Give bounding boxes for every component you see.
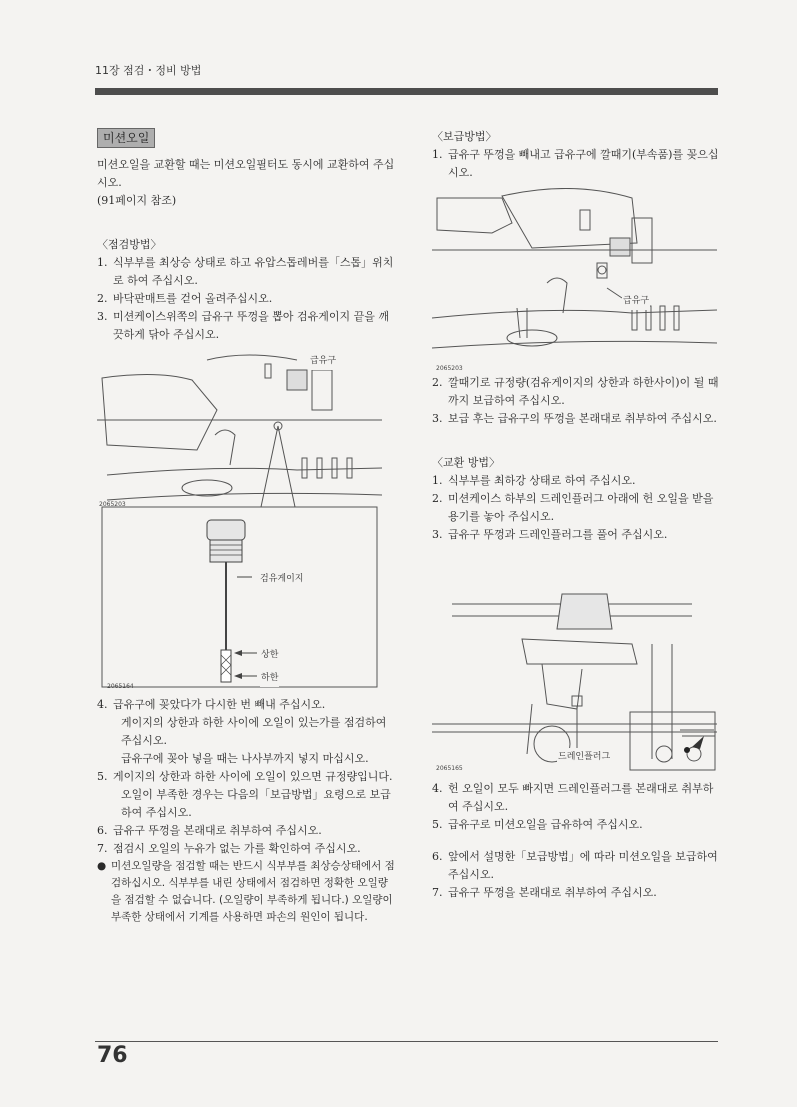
- list-item: 6. 앞에서 설명한「보급방법」에 따라 미션오일을 보급하여 주십시오.: [432, 850, 718, 881]
- supply-heading: 〈보급방법〉: [432, 130, 497, 143]
- inspect-heading: 〈점검방법〉: [97, 238, 162, 251]
- list-item: 7. 급유구 뚜껑을 본래대로 취부하여 주십시오.: [432, 886, 657, 899]
- list-item: 2. 깔때기로 규정량(검유게이지의 상한과 하한사이)이 될 때까지 보급하여 주십시오.: [432, 376, 719, 407]
- list-item: 1. 식부부를 최하강 상태로 하여 주십시오.: [432, 474, 636, 487]
- inspect-steps-b: [97, 696, 397, 858]
- label-dipstick: 검유게이지: [259, 570, 304, 588]
- list-item: 5. 급유구로 미션오일을 급유하여 주십시오.: [432, 818, 643, 831]
- sub-text: 급유구에 꽂아 넣을 때는 나사부까지 넣지 마십시오.: [121, 752, 369, 765]
- sub-text: 게이지의 상한과 하한 사이에 오일이 있는가를 점검하여 주십시오.: [121, 716, 387, 747]
- list-item: 3. 보급 후는 급유구의 뚜껑을 본래대로 취부하여 주십시오.: [432, 412, 717, 425]
- funnel-illustration: [432, 188, 717, 368]
- label-upper-limit: 상한: [260, 646, 279, 664]
- inspect-steps-a: [97, 254, 397, 344]
- caution-note: ● 미션오일량을 점검할 때는 반드시 식부부를 최상승상태에서 점검하십시오. 식부부를 내린 상태에서 점검하면 정확한 오일량을 점검할 수 없습니다. (오일량이 부족하게 됩니다.) 오일량이 부족한 상태에서 기계를 사용하면 파손의 원인이 됩니다.: [97, 858, 397, 926]
- bullet-icon: ●: [97, 860, 107, 872]
- label-fill-port: 급유구: [309, 352, 337, 370]
- page-number: 76: [97, 1043, 128, 1068]
- list-item: 2. 미션케이스 하부의 드레인플러그 아래에 헌 오일을 받을 용기를 놓아 주십시오.: [432, 492, 714, 523]
- label-lower-limit: 하한: [260, 669, 279, 687]
- list-item: 5. 게이지의 상한과 하한 사이에 오일이 있으면 규정량입니다.: [97, 770, 393, 783]
- list-item: 2. 바닥판매트를 걷어 올려주십시오.: [97, 292, 273, 305]
- chapter-header: 11장 점검・정비 방법: [95, 64, 202, 77]
- intro-text: 미션오일을 교환할 때는 미션오일필터도 동시에 교환하여 주십시오.: [97, 158, 395, 189]
- figure-drain-plug: [432, 584, 717, 774]
- footer-rule: [95, 1041, 718, 1042]
- list-item: 4. 헌 오일이 모두 빠지면 드레인플러그를 본래대로 취부하여 주십시오.: [432, 782, 714, 813]
- change-heading: 〈교환 방법〉: [432, 456, 501, 469]
- figure-code: 2065203: [99, 501, 126, 508]
- figure-funnel: [432, 188, 717, 372]
- sub-text: 오일이 부족한 경우는 다음의「보급방법」요령으로 보급하여 주십시오.: [121, 788, 391, 819]
- figure-code: 2065164: [107, 683, 134, 690]
- list-item: 3. 미션케이스위쪽의 급유구 뚜껑을 뽑아 검유게이지 끝을 깨끗하게 닦아 주십시오.: [97, 310, 390, 341]
- list-item: 7. 점검시 오일의 누유가 없는 가를 확인하여 주십시오.: [97, 842, 361, 855]
- figure-code: 2065165: [436, 765, 463, 772]
- figure-code: 2065203: [436, 365, 463, 372]
- intro-reference: (91페이지 참조): [97, 194, 177, 207]
- list-item: 1. 식부부를 최상승 상태로 하고 유압스톱레버를「스톱」위치로 하여 주십시오.: [97, 256, 394, 287]
- drain-plug-illustration: [432, 584, 717, 774]
- list-item: 4. 급유구에 꽂았다가 다시한 번 빼내 주십시오.: [97, 698, 326, 711]
- section-title: 미션오일: [97, 128, 155, 148]
- left-column: [97, 128, 397, 926]
- right-column: [432, 128, 722, 902]
- label-fill-port: 급유구: [622, 292, 650, 310]
- list-item: 6. 급유구 뚜껑을 본래대로 취부하여 주십시오.: [97, 824, 322, 837]
- label-drain-plug: 드레인플러그: [557, 748, 611, 766]
- header-rule: [95, 88, 718, 95]
- figure-dipstick: [97, 350, 382, 690]
- dipstick-illustration: [97, 350, 382, 690]
- list-item: 1. 급유구 뚜껑을 빼내고 급유구에 깔때기(부속품)를 꽂으십시오.: [432, 148, 719, 179]
- list-item: 3. 급유구 뚜껑과 드레인플러그를 풀어 주십시오.: [432, 528, 668, 541]
